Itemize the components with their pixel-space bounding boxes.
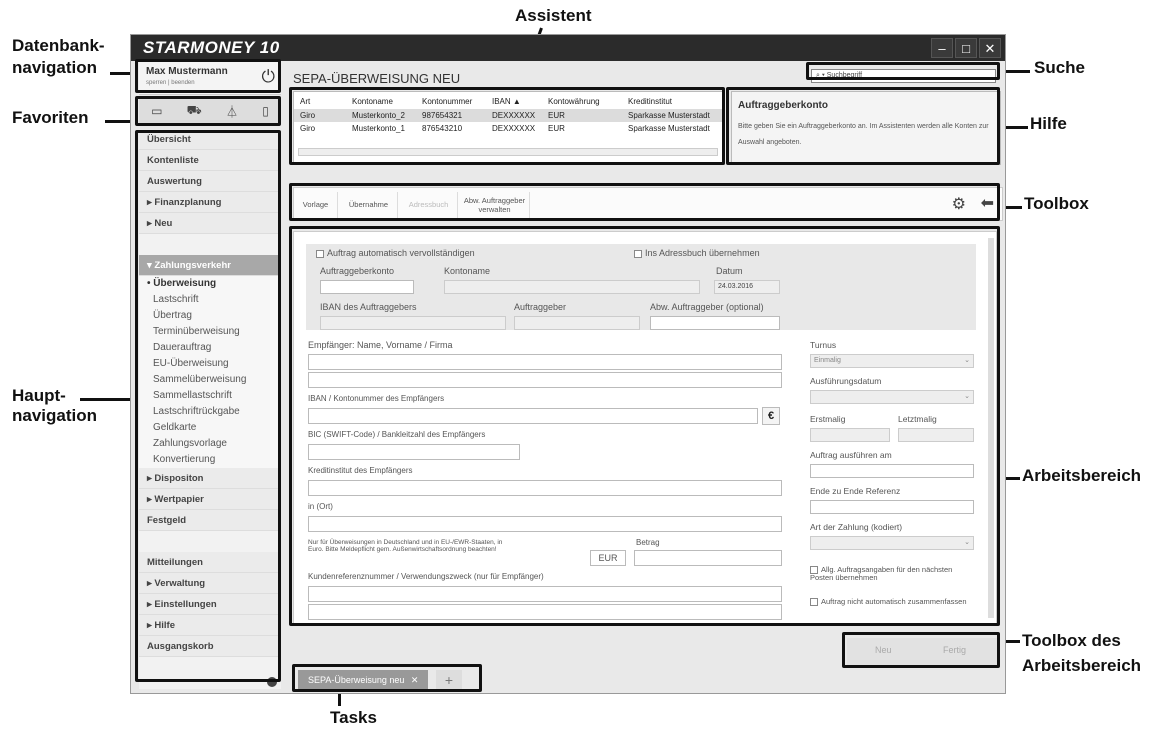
nav-subitem[interactable]: Lastschriftrückgabe [139, 404, 281, 420]
table-header-cell[interactable]: Kreditinstitut [628, 97, 673, 106]
nav-subitem[interactable]: Lastschrift [139, 292, 281, 308]
help-body: Bitte geben Sie ein Auftraggeberkonto an. Im Assistenten werden alle Konten zur Auswahl angeboten. [738, 123, 989, 146]
table-row[interactable] [294, 122, 724, 135]
betrag-field[interactable] [634, 550, 782, 566]
table-row[interactable] [294, 109, 724, 122]
table-cell: Musterkonto_2 [352, 111, 405, 120]
badge [267, 677, 277, 687]
nav-subitem[interactable]: Sammellastschrift [139, 388, 281, 404]
nav-item[interactable]: ▸ Dispositon [139, 468, 281, 489]
table-header [294, 95, 724, 108]
nav-item[interactable]: Ausgangskorb [139, 636, 281, 657]
table-header-cell[interactable]: Kontoname [352, 97, 393, 106]
nav-subitem[interactable]: Konvertierung [139, 452, 281, 468]
callout-toolbox: Toolbox [1024, 194, 1089, 213]
callout-toolbox-arb-1: Toolbox des [1022, 631, 1121, 650]
label-iban-empfaenger: IBAN / Kontonummer des Empfängers [308, 394, 445, 403]
search-icon: ⌕ ▾ [816, 72, 825, 79]
callout-datenbank-1: Datenbank- [12, 36, 105, 55]
favorite-icon-3[interactable]: ⏃ [226, 104, 239, 119]
toolbox [293, 187, 1003, 221]
user-actions[interactable]: sperren | beenden [146, 80, 195, 86]
nav-subitem[interactable]: • Überweisung [139, 276, 281, 292]
favorite-icon-4[interactable]: ▯ [262, 104, 269, 118]
label-e2e: Ende zu Ende Referenz [810, 486, 901, 496]
nav-item[interactable]: Übersicht [139, 129, 281, 150]
label-bic: BIC (SWIFT-Code) / Bankleitzahl des Empfängers [308, 430, 486, 439]
table-cell: DEXXXXXX [492, 124, 536, 133]
callout-arbeitsbereich: Arbeitsbereich [1022, 466, 1142, 485]
table-header-cell[interactable]: IBAN ▲ [492, 97, 521, 106]
ausfuehrungsdatum-select[interactable] [810, 390, 974, 404]
add-task-button[interactable]: + [436, 670, 462, 690]
search-input[interactable] [811, 69, 996, 83]
nav-item[interactable]: ▸ Verwaltung [139, 573, 281, 594]
nav-item[interactable]: Festgeld [139, 510, 281, 531]
nav-subitem[interactable]: Sammelüberweisung [139, 372, 281, 388]
empfaenger-field-1[interactable] [308, 354, 782, 370]
app-logo: STARMONEY 10 [143, 38, 280, 57]
callout-haupt-1: Haupt- [12, 386, 66, 405]
search-placeholder: Suchbegriff [826, 72, 863, 79]
table-cell: 876543210 [422, 124, 463, 133]
callout-haupt-2: navigation [12, 406, 98, 425]
nav-subitem[interactable]: Übertrag [139, 308, 281, 324]
nav-item [139, 234, 281, 255]
favorites-bar [139, 99, 281, 123]
notice-text: Nur für Überweisungen in Deutschland und in EU-/EWR-Staaten, in Euro. Bitte Meldepflicht gem. Außenwirtschaftsordnung beachten! [308, 539, 503, 553]
table-cell: Giro [300, 111, 316, 120]
app-window [130, 34, 1006, 694]
nav-item[interactable]: Kontenliste [139, 150, 281, 171]
callout-hilfe: Hilfe [1030, 114, 1067, 133]
nav-subitem[interactable]: EU-Überweisung [139, 356, 281, 372]
nav-item [139, 531, 281, 552]
turnus-select[interactable]: Einmalig ⌄ [810, 354, 974, 368]
table-header-cell[interactable]: Kontonummer [422, 97, 473, 106]
nav-item[interactable]: ▸ Finanzplanung [139, 192, 281, 213]
main-navigation [139, 129, 281, 689]
kontoname-field [444, 280, 700, 294]
label-iban-auftraggeber: IBAN des Auftraggebers [320, 302, 417, 312]
kreditinstitut-field[interactable] [308, 480, 782, 496]
database-navigation[interactable] [139, 61, 281, 95]
tasks-bar [296, 667, 476, 691]
help-panel [731, 91, 1001, 165]
table-cell: DEXXXXXX [492, 111, 536, 120]
label-auftrag-ausfuehren: Auftrag ausführen am [810, 450, 892, 460]
label-verwendungszweck: Kundenreferenznummer / Verwendungszweck (nur für Empfänger) [308, 572, 544, 581]
label-kontoname: Kontoname [444, 266, 491, 276]
toolbox-abw-auftraggeber[interactable]: Abw. Auftraggeber verwalten [460, 192, 530, 218]
callout-datenbank-2: navigation [12, 58, 98, 77]
table-cell: Musterkonto_1 [352, 124, 405, 133]
callout-favoriten: Favoriten [12, 108, 89, 127]
nav-item[interactable]: Mitteilungen [139, 552, 281, 573]
label-abw-auftraggeber: Abw. Auftraggeber (optional) [650, 302, 764, 312]
nav-item[interactable]: ▾ Zahlungsverkehr [139, 255, 281, 276]
chevron-down-icon: ⌄ [964, 393, 970, 400]
label-kreditinstitut: Kreditinstitut des Empfängers [308, 466, 413, 475]
work-area-toolbox [847, 638, 997, 668]
maximize-button[interactable]: □ [955, 38, 977, 58]
label-auftraggeber: Auftraggeber [514, 302, 567, 312]
callout-toolbox-arb-2: Arbeitsbereich [1022, 656, 1142, 675]
label-letztmalig: Letztmalig [898, 414, 937, 424]
power-icon[interactable]: ⏻ [261, 67, 275, 86]
neu-button[interactable]: Neu [875, 645, 892, 655]
callout-suche: Suche [1034, 58, 1086, 77]
table-cell: 987654321 [422, 111, 463, 120]
close-icon: ✕ [410, 675, 419, 685]
auftraggeber-field [514, 316, 640, 330]
gear-icon[interactable]: ⚙ [951, 196, 966, 213]
table-header-cell[interactable]: Art [300, 97, 311, 106]
chevron-down-icon: ⌄ [964, 357, 970, 364]
nav-item[interactable]: ▸ Hilfe [139, 615, 281, 636]
euro-icon[interactable]: € [762, 407, 780, 425]
scrollbar[interactable] [988, 238, 994, 618]
datum-field[interactable]: 24.03.2016 [714, 280, 780, 294]
nav-item[interactable]: Auswertung [139, 171, 281, 192]
label-datum: Datum [716, 266, 743, 276]
table-cell: Sparkasse Musterstadt [628, 111, 710, 120]
checkbox-nicht-zusammenfassen[interactable]: Auftrag nicht automatisch zusammenfassen [810, 598, 970, 606]
task-tab[interactable]: SEPA-Überweisung neu ✕ [298, 670, 428, 690]
table-cell: Giro [300, 124, 316, 133]
table-cell: EUR [548, 111, 565, 120]
auftraggeberkonto-field[interactable] [320, 280, 414, 294]
nav-subitem[interactable]: Zahlungsvorlage [139, 436, 281, 452]
verwendungszweck-field-2[interactable] [308, 604, 782, 620]
toolbox-adressbuch[interactable]: Adressbuch [400, 192, 458, 218]
back-arrow-icon[interactable]: ⬅ [980, 195, 994, 212]
ort-field[interactable] [308, 516, 782, 532]
erstmalig-field [810, 428, 890, 442]
bic-field[interactable] [308, 444, 520, 460]
nav-subitem[interactable]: Dauerauftrag [139, 340, 281, 356]
toolbox-vorlage[interactable]: Vorlage [294, 192, 338, 218]
checkbox-addressbook[interactable]: Ins Adressbuch übernehmen [634, 248, 760, 258]
verwendungszweck-field-1[interactable] [308, 586, 782, 602]
e2e-field[interactable] [810, 500, 974, 514]
checkbox-auto-complete[interactable]: Auftrag automatisch vervollständigen [316, 248, 475, 258]
table-header-cell[interactable]: Kontowährung [548, 97, 600, 106]
letztmalig-field [898, 428, 974, 442]
nav-item[interactable]: ▸ Neu [139, 213, 281, 234]
favorite-icon-1[interactable]: ▭ [151, 104, 163, 118]
nav-subitem[interactable]: Geldkarte [139, 420, 281, 436]
label-ausfuehrungsdatum: Ausführungsdatum [810, 376, 882, 386]
iban-empfaenger-field[interactable] [308, 408, 758, 424]
iban-auftraggeber-field [320, 316, 506, 330]
art-zahlung-select[interactable] [810, 536, 974, 550]
page-title: SEPA-ÜBERWEISUNG NEU [293, 71, 461, 86]
account-assistant-table [293, 91, 725, 165]
nav-subitem[interactable]: Terminüberweisung [139, 324, 281, 340]
abw-auftraggeber-field[interactable] [650, 316, 780, 330]
label-ort: in (Ort) [308, 502, 333, 511]
help-title: Auftraggeberkonto [738, 100, 828, 111]
fertig-button[interactable]: Fertig [943, 645, 967, 655]
currency-label: EUR [590, 550, 626, 566]
user-name: Max Mustermann [146, 66, 228, 77]
nav-item[interactable]: ▸ Einstellungen [139, 594, 281, 615]
title-bar [131, 35, 1005, 61]
label-empfaenger: Empfänger: Name, Vorname / Firma [308, 340, 453, 350]
label-betrag: Betrag [636, 538, 660, 547]
table-cell: Sparkasse Musterstadt [628, 124, 710, 133]
label-art-zahlung: Art der Zahlung (kodiert) [810, 522, 903, 532]
label-erstmalig: Erstmalig [810, 414, 846, 424]
callout-assistent: Assistent [515, 6, 592, 25]
callout-tasks: Tasks [330, 708, 377, 727]
checkbox-allg-angaben[interactable]: Allg. Auftragsangaben für den nächsten Posten übernehmen [810, 565, 953, 583]
minimize-button[interactable]: – [931, 38, 953, 58]
label-turnus: Turnus [810, 340, 837, 350]
work-area [293, 231, 997, 625]
nav-item[interactable]: ▸ Wertpapier [139, 489, 281, 510]
auftrag-ausfuehren-field[interactable] [810, 464, 974, 478]
table-cell: EUR [548, 124, 565, 133]
favorite-icon-2[interactable]: ⛟ [186, 103, 202, 117]
horizontal-scrollbar[interactable] [298, 148, 718, 156]
chevron-down-icon: ⌄ [964, 539, 970, 546]
empfaenger-field-2[interactable] [308, 372, 782, 388]
close-button[interactable]: ✕ [979, 38, 1001, 58]
label-auftraggeberkonto: Auftraggeberkonto [320, 266, 395, 276]
toolbox-uebernahme[interactable]: Übernahme [340, 192, 398, 218]
